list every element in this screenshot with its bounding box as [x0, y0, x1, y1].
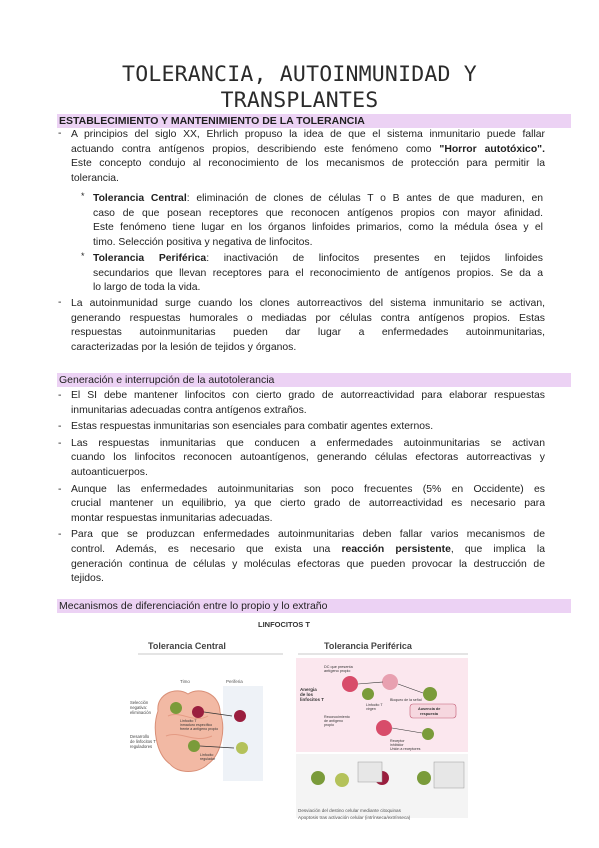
text-line: lo largo de toda la vida. — [93, 282, 201, 294]
bullet-dash: - — [58, 421, 62, 433]
cell — [311, 771, 325, 785]
text-line: Aunque las enfermedades autoinmunitarias son poco frecuentes (5% en Occidente) es — [71, 483, 545, 495]
text-line: tejidos. — [71, 573, 104, 585]
label-dc-1: DC que presenta — [324, 665, 353, 669]
label-apoptosis: Apoptosis tras activación celular (intrínseca/extrínseca) — [298, 815, 411, 820]
list-item — [58, 437, 545, 481]
label-desarrollo-2: de linfocitos T — [130, 739, 156, 744]
paragraph-autoinmunidad — [71, 297, 545, 355]
title-line-1: TOLERANCIA, AUTOINMUNIDAD Y — [122, 62, 477, 87]
text-line: Estas respuestas inmunitarias son esenciales para combatir agentes externos. — [71, 421, 434, 433]
text-span: , que implica la — [450, 543, 545, 555]
label-uni-1: Unión a receptores — [390, 747, 421, 751]
label-lr-1: Linfocito — [200, 753, 214, 757]
text-line: La autoinmunidad surge cuando los clones autorreactivos del sistema inmunitario se activan, — [71, 298, 545, 309]
periferia-area — [223, 686, 263, 781]
paragraph-ehrlich — [71, 128, 545, 186]
term-reaccion-persistente: reacción persistente — [341, 543, 451, 555]
list-item — [58, 420, 545, 435]
cell — [335, 773, 349, 787]
apc-cell — [342, 676, 358, 692]
text-line: El SI debe mantener linfocitos con cierto grado de autorreactividad para elaborar respuestas — [71, 390, 545, 401]
text-span: : inactivación de linfocitos presentes en tejidos linfoides — [206, 253, 543, 264]
horror-term: "Horror autotóxico". — [439, 143, 545, 155]
text-span: control. Además, es necesario que exista una — [71, 543, 342, 555]
text-line: Este concepto condujo al reconocimiento de los mecanismos de protección para permitir la — [71, 158, 545, 170]
text-line: Las respuestas inmunitarias que conducen a enfermedades autoinmunitarias se activan — [71, 437, 545, 449]
label-lr-2: regulador — [200, 757, 216, 761]
text-line: Para que se produzcan enfermedades autoinmunitarias deben fallar varios mecanismos de — [71, 529, 545, 541]
text-line — [93, 192, 543, 207]
bullet-star: * — [81, 191, 85, 201]
text-line: caracterizadas por la lesión de tejidos y órganos. — [71, 341, 297, 353]
label-rec-2: de antígeno — [324, 719, 343, 723]
label-lt-2: inmaduro específico — [180, 723, 213, 727]
tolerance-diagram — [128, 616, 473, 826]
text-line — [93, 252, 543, 267]
cell — [417, 771, 431, 785]
text-line: respuestas autoinmunitarias pueden dar lugar a enfermedades autoinmunitarias, — [71, 327, 545, 339]
text-line: generando respuestas humorales o mediadas por células contra antígenos propios. Estas — [71, 312, 545, 324]
label-desviacion: Desviación del destino celular mediante citoquinas — [298, 808, 401, 813]
text-line: montar respuestas inmunitarias adecuadas. — [71, 512, 273, 524]
text-line: autoanticuerpos. — [71, 466, 148, 478]
cell — [422, 728, 434, 740]
label-seleccion-2: negativa: — [130, 705, 147, 710]
section-heading-tolerancia: ESTABLECIMIENTO Y MANTENIMIENTO DE LA TOLERANCIA — [57, 114, 571, 128]
label-lt-3: frente a antígeno propio — [180, 727, 219, 731]
list-item — [58, 483, 545, 527]
label-ltv-1: Linfocito T — [366, 703, 383, 707]
list-item — [58, 389, 545, 418]
title-line-2: TRANSPLANTES — [220, 88, 379, 113]
text-line: A principios del siglo XX, Ehrlich propuso la idea de que el sistema inmunitario puede fallar — [71, 129, 545, 140]
label-bloqueo: Bloqueo de la señal — [390, 698, 422, 702]
label-rec-3: propio — [324, 723, 334, 727]
label-lt-1: Linfocito T — [180, 719, 197, 723]
text-line: caso de que posean receptores que reconocen antígenos propios con mayor afinidad. — [93, 207, 543, 219]
peripheral-cell — [234, 710, 246, 722]
text-span: : eliminación de clones de células T o B antes de que maduren, en — [186, 193, 543, 204]
page-title — [40, 62, 559, 114]
text-line: crucial mantener un equilibrio, ya que cierto grado de autorreactividad es necesario para — [71, 498, 545, 510]
section-heading-mecanismos: Mecanismos de diferenciación entre lo propio y lo extraño — [57, 599, 571, 613]
note-box — [434, 762, 464, 788]
list-item — [58, 528, 545, 586]
bullet-dash: - — [58, 390, 62, 401]
text-line: Este fenómeno tiene lugar en los órganos linfoides primarios, como la médula ósea y el — [93, 222, 543, 234]
bullet-dash: - — [58, 529, 62, 541]
paragraph-tolerancia-periferica — [93, 252, 543, 296]
peripheral-regulatory-cell — [236, 742, 248, 754]
immature-t-cell — [170, 702, 182, 714]
label-desarrollo-1: Desarrollo — [130, 734, 150, 739]
label-rin-2: inhibidor — [390, 743, 404, 747]
bullet-dash: - — [58, 437, 62, 449]
text-line: generación continua de células y moléculas efectoras que pueden provocar la destrucción de — [71, 558, 545, 570]
label-ausencia-2: respuesta — [420, 712, 438, 716]
bullet-dash: - — [58, 128, 62, 139]
label-seleccion-3: eliminación — [130, 710, 151, 715]
label-dc-2: antígeno propio — [324, 669, 351, 673]
label-ltv-2: virgen — [366, 707, 376, 711]
cell — [423, 687, 437, 701]
text-line: timo. Selección positiva y negativa de linfocitos. — [93, 236, 313, 248]
text-line: tolerancia. — [71, 172, 119, 184]
bullet-dash: - — [58, 483, 62, 495]
dendritic-cell — [192, 706, 204, 718]
label-anergia-2: de los — [300, 692, 314, 697]
label-desarrollo-3: reguladores — [130, 744, 153, 749]
regulatory-t-cell — [188, 740, 200, 752]
text-line: inmunitarias adecuadas contra antígenos extraños. — [71, 404, 307, 416]
right-panel-title: Tolerancia Periférica — [324, 641, 412, 651]
text-line — [71, 543, 545, 558]
text-line — [71, 143, 545, 158]
term-tolerancia-central: Tolerancia Central — [93, 193, 187, 204]
paragraph-tolerancia-central — [93, 192, 543, 250]
text-span: actuando contra antígenos propios, describiendo este fenómeno como — [71, 143, 440, 155]
label-timo: Timo — [180, 679, 190, 684]
label-periferia: Periferia — [226, 679, 243, 684]
text-line: secundarios que llevan receptores para el reconocimiento de antígenos propios. Se da a — [93, 267, 543, 279]
naive-t-cell — [362, 688, 374, 700]
left-panel-title: Tolerancia Central — [148, 641, 226, 651]
bullet-dash: - — [58, 297, 62, 308]
list-autotolerancia — [58, 389, 545, 587]
note-box — [358, 762, 382, 782]
text-line: cuando los linfocitos reconocen autoantígenos, generando células efectoras autorreactivas y — [71, 452, 545, 464]
apc-cell — [376, 720, 392, 736]
label-ausencia-1: Ausencia de — [418, 707, 441, 711]
figure-header: LINFOCITOS T — [258, 620, 310, 629]
term-tolerancia-periferica: Tolerancia Periférica — [93, 253, 207, 264]
section-heading-autotolerancia: Generación e interrupción de la autotolerancia — [57, 373, 571, 387]
cell — [382, 674, 398, 690]
label-seleccion-1: Selección — [130, 700, 149, 705]
label-anergia-1: Anergia — [300, 687, 317, 692]
bullet-star: * — [81, 251, 85, 261]
label-anergia-3: linfocitos T — [300, 697, 324, 702]
label-rec-1: Reconocimiento — [324, 715, 350, 719]
label-rin-1: Receptor — [390, 739, 405, 743]
